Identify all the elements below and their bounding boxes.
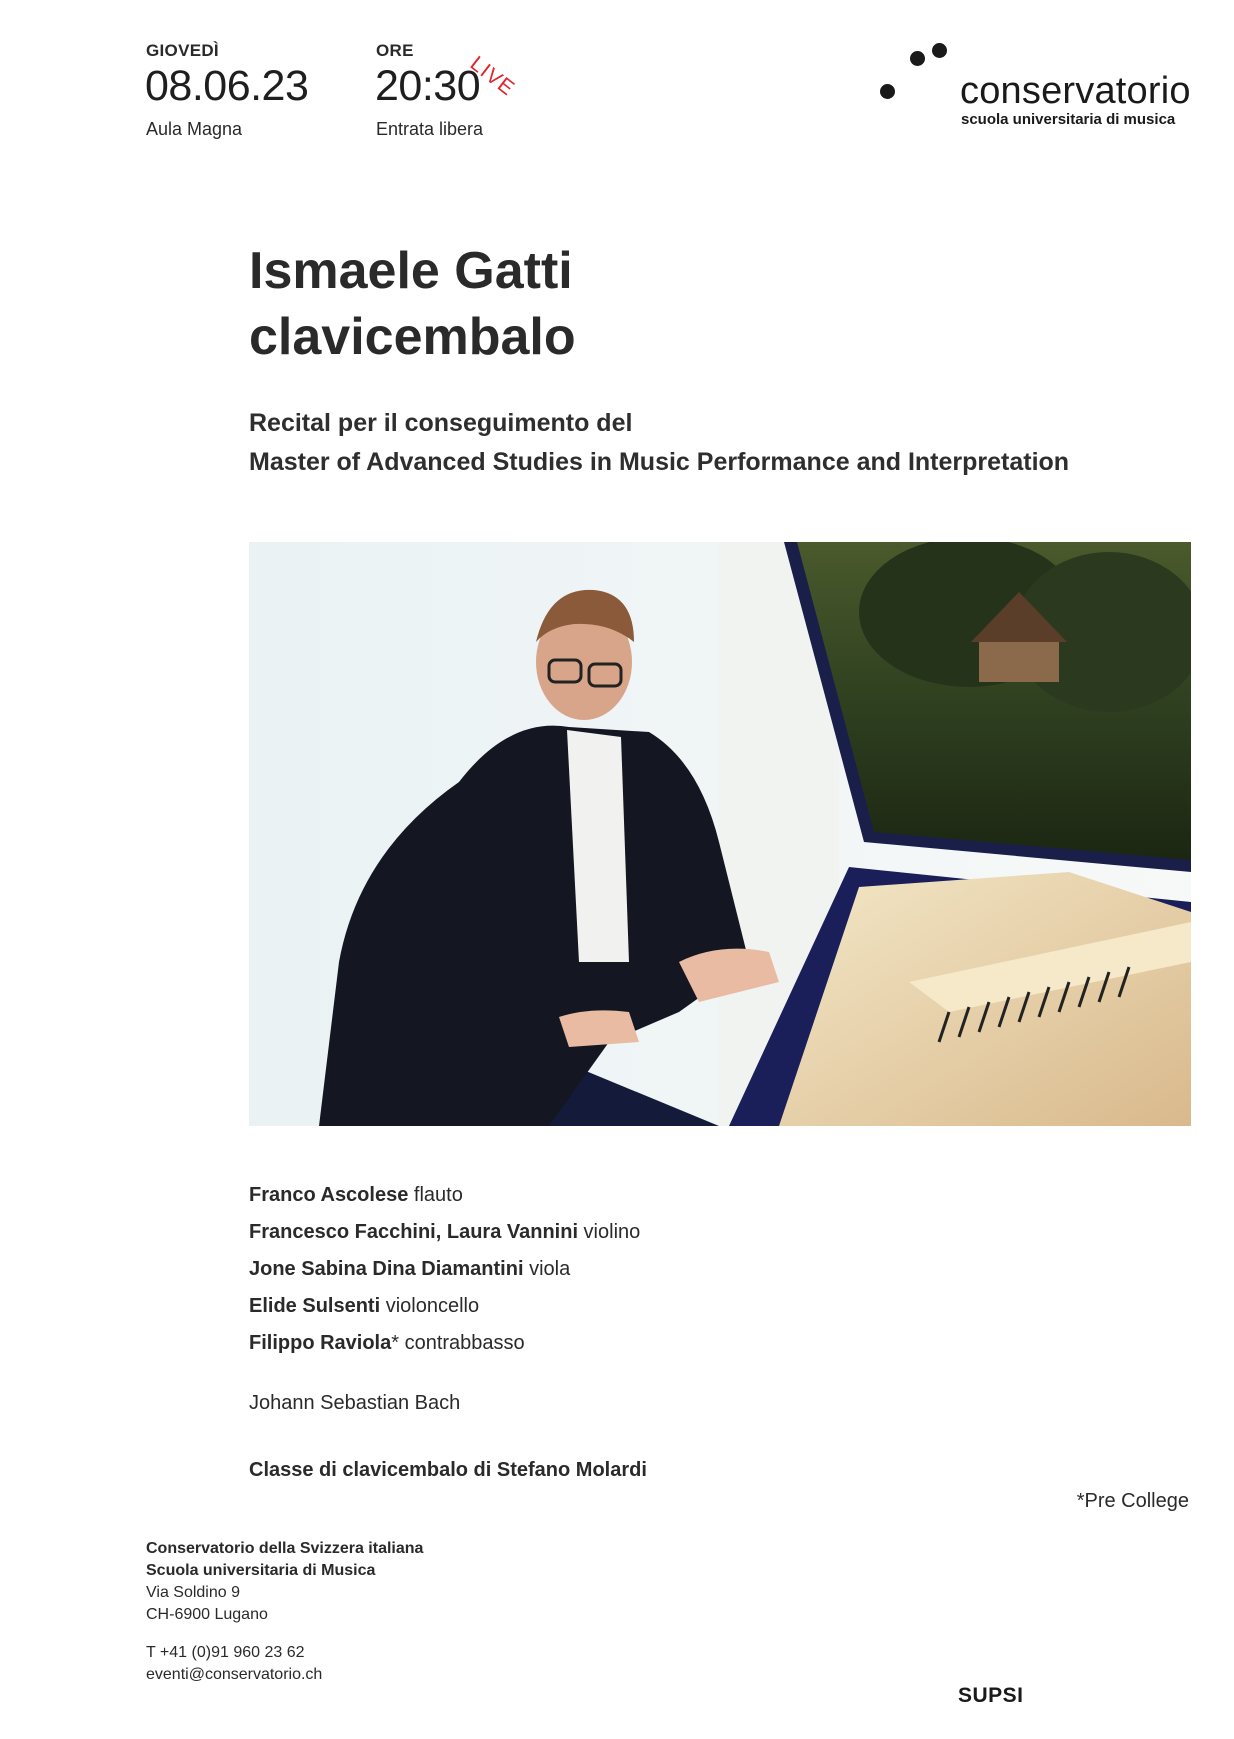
title-name: Ismaele Gatti [249,242,573,300]
conservatorio-logo [880,40,1200,130]
performer-instrument: violoncello [380,1295,480,1317]
performer-name: Francesco Facchini, Laura Vannini [249,1221,578,1243]
footnote: *Pre College [1076,1490,1189,1512]
performer-instrument: violino [578,1221,641,1243]
venue: Aula Magna [146,119,243,139]
logo-dot [910,51,925,66]
footer-contact [146,1642,322,1686]
event-date: 08.06.23 [145,62,309,110]
entry-info: Entrata libera [376,119,484,139]
supsi-logo: SUPSI [958,1684,1024,1707]
performer-item [249,1177,949,1214]
footer-city: CH-6900 Lugano [146,1606,268,1623]
logo-word: conservatorio [960,70,1191,112]
performer-item [249,1325,949,1362]
logo-dot [932,43,947,58]
subtitle [249,404,1069,482]
performer-name: Franco Ascolese [249,1184,409,1206]
performer-instrument: * contrabbasso [391,1332,525,1354]
footer-street: Via Soldino 9 [146,1584,240,1601]
performer-name: Filippo Raviola [249,1332,392,1354]
footer-org2: Scuola universitaria di Musica [146,1562,376,1579]
live-badge: LIVE [465,52,520,101]
performer-item [249,1288,949,1325]
performer-photo [249,542,1191,1126]
logo-tagline: scuola universitaria di musica [961,111,1176,128]
performer-name: Elide Sulsenti [249,1295,381,1317]
footer-org1: Conservatorio della Svizzera italiana [146,1540,424,1557]
performer-item [249,1251,949,1288]
subtitle-line1: Recital per il conseguimento del [249,409,633,437]
performer-name: Jone Sabina Dina Diamantini [249,1258,524,1280]
composer: Johann Sebastian Bach [249,1392,461,1414]
page-title [249,238,576,370]
footer-email[interactable]: eventi@conservatorio.ch [146,1666,323,1683]
time-label: ORE [376,41,414,60]
event-time: 20:30 [375,62,481,110]
footer-phone: T +41 (0)91 960 23 62 [146,1644,305,1661]
subtitle-line2: Master of Advanced Studies in Music Performance and Interpretation [249,448,1070,476]
day-label: GIOVEDÌ [146,41,219,60]
performer-item [249,1214,949,1251]
performer-instrument: viola [523,1258,571,1280]
logo-dot [880,84,895,99]
footer-address [146,1538,423,1626]
performer-list [249,1177,949,1362]
class-info: Classe di clavicembalo di Stefano Molardi [249,1459,647,1481]
performer-instrument: flauto [408,1184,463,1206]
title-instrument: clavicembalo [249,308,576,366]
